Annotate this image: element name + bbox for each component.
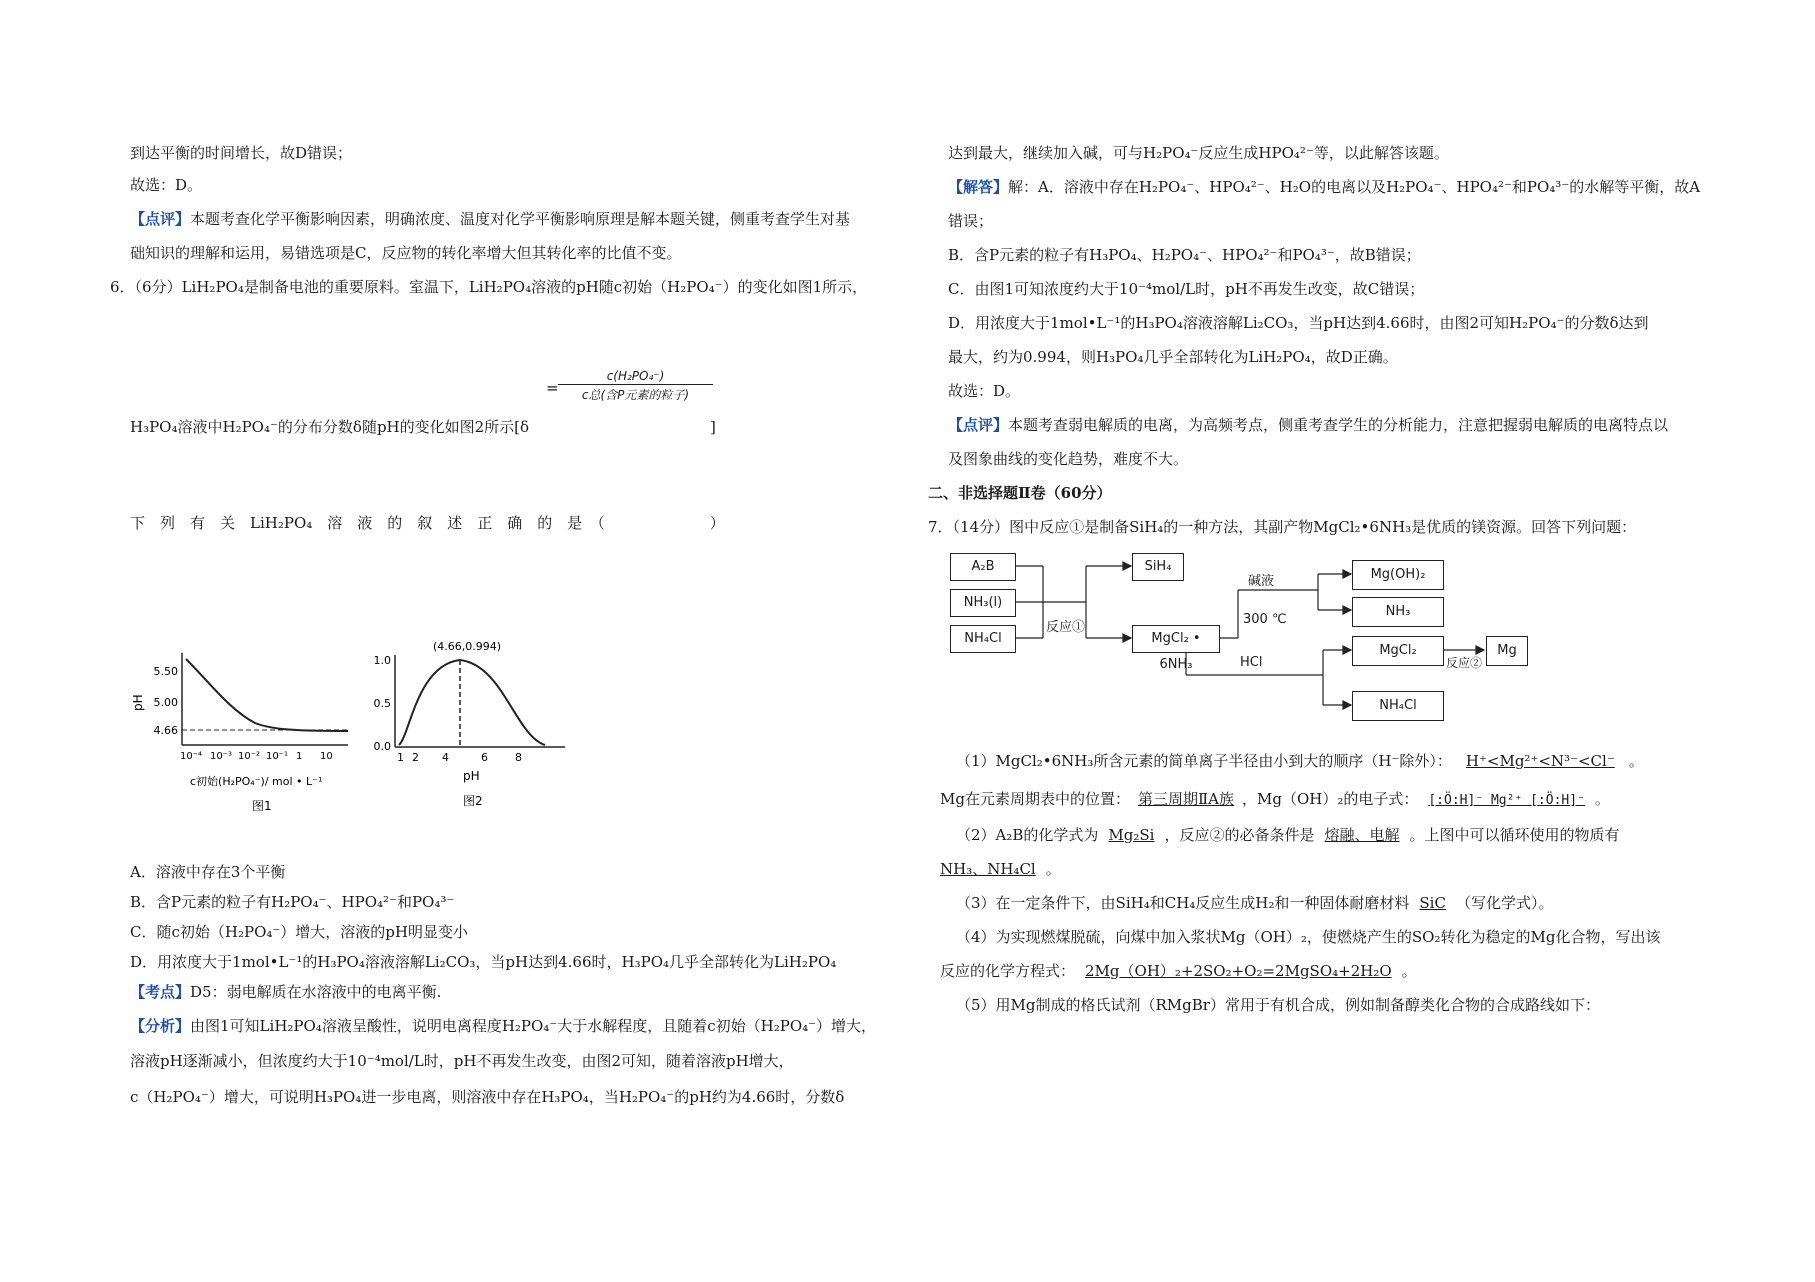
y-tick: 5.50	[153, 665, 178, 678]
x-tick: 1	[296, 751, 303, 762]
fenxi-line	[130, 1016, 876, 1036]
y-tick: 0.5	[373, 697, 391, 710]
equals-sign: =	[546, 379, 559, 397]
figure-caption: 图2	[463, 794, 483, 808]
y-tick: 0.0	[373, 740, 391, 753]
curve	[399, 660, 545, 745]
fraction-numerator: c(H₂PO₄⁻)	[558, 369, 713, 385]
text: ，反应②的必备条件是	[1164, 826, 1315, 844]
y-tick: 5.00	[153, 696, 178, 709]
reaction-1-label: 反应①	[1046, 620, 1086, 635]
text: （1）MgCl₂•6NH₃所含元素的简单离子半径由小到大的顺序（H⁻除外）：	[956, 752, 1452, 770]
figure-caption: 图1	[252, 799, 272, 813]
text: （2）A₂B的化学式为	[956, 826, 1099, 844]
x-tick: 2	[412, 751, 419, 764]
answer-1b: 第三周期ⅡA族	[1137, 790, 1234, 808]
answer-3: SiC	[1419, 894, 1446, 912]
answer-4: 2Mg（OH）₂+2SO₂+O₂=2MgSO₄+2H₂O	[1085, 962, 1392, 980]
flow-diagram	[948, 550, 1528, 725]
figure-1	[120, 635, 360, 835]
y-axis-label: pH	[131, 694, 145, 711]
flow-box-mgoh2: Mg(OH)₂	[1352, 560, 1444, 590]
text-line: C．由图1可知浓度约大于10⁻⁴mol/L时，pH不再发生改变，故C错误；	[948, 280, 1425, 298]
sub-question-4-cont: 反应的化学方程式： 2Mg（OH）₂+2SO₂+O₂=2MgSO₄+2H₂O 。	[940, 962, 1417, 980]
dianping-tag: 【点评】	[948, 416, 1009, 434]
jieda-tag: 【解答】	[948, 178, 1009, 196]
text: 反应的化学方程式：	[940, 962, 1076, 980]
section-heading: 二、非选择题Ⅱ卷（60分）	[928, 484, 1112, 502]
x-tick: 10⁻¹	[266, 751, 289, 762]
sub-question-2-cont: NH₃、NH₄Cl 。	[940, 860, 1061, 878]
x-tick: 10	[320, 751, 333, 762]
text-line: 及图象曲线的变化趋势，难度不大。	[948, 450, 1189, 468]
sub-question-3	[956, 893, 1553, 913]
text: Mg在元素周期表中的位置：	[940, 790, 1130, 808]
x-axis-label: c初始(H₂PO₄⁻)/ mol • L⁻¹	[190, 775, 323, 788]
x-tick: 10⁻³	[210, 751, 233, 762]
text-line: H₃PO₄溶液中H₂PO₄⁻的分布分数δ随pH的变化如图2所示[δ	[130, 418, 530, 436]
x-axis-label: pH	[463, 769, 480, 783]
text: 本题考查弱电解质的电离，为高频考点，侧重考查学生的分析能力，注意把握弱电解质的电离特点以	[1008, 416, 1669, 434]
jieda-line	[948, 177, 1700, 197]
alkali-label: 碱液	[1248, 574, 1275, 589]
x-tick: 4	[442, 751, 449, 764]
flow-box-sih4: SiH₄	[1132, 553, 1184, 581]
text: 本题考查化学平衡影响因素，明确浓度、温度对化学平衡影响原理是解本题关键，侧重考查学生对基	[190, 210, 851, 228]
sub-question-4: （4）为实现燃煤脱硫，向煤中加入浆状Mg（OH）₂，使燃烧产生的SO₂转化为稳定的Mg化合物，写出该	[956, 928, 1661, 946]
peak-label: (4.66,0.994)	[433, 640, 502, 653]
text-line: 达到最大，继续加入碱，可与H₂PO₄⁻反应生成HPO₄²⁻等，以此解答该题。	[948, 144, 1449, 162]
option-a: A．溶液中存在3个平衡	[130, 863, 286, 881]
bracket: ]	[710, 418, 716, 436]
text-line: 错误；	[948, 212, 994, 230]
answer-1a: H⁺<Mg²⁺<N³⁻<Cl⁻	[1465, 752, 1615, 770]
comment-tag: 【点评】	[130, 210, 191, 228]
text: 由图1可知LiH₂PO₄溶液呈酸性，说明电离程度H₂PO₄⁻大于水解程度，且随着c初始（H₂PO₄⁻）增大，	[190, 1017, 877, 1035]
y-tick: 1.0	[373, 654, 391, 667]
text: 解：A．溶液中存在H₂PO₄⁻、HPO₄²⁻、H₂O的电离以及H₂PO₄⁻、HPO₄²⁻和PO₄³⁻的水解等平衡，故A	[1008, 178, 1701, 196]
answer-2b: 熔融、电解	[1324, 826, 1400, 844]
flow-box-mg: Mg	[1486, 636, 1528, 666]
text: 。上图中可以循环使用的物质有	[1409, 826, 1620, 844]
kaodian-line	[130, 982, 441, 1002]
dianping-line	[948, 415, 1668, 435]
delta-fraction	[546, 369, 713, 403]
kaodian-tag: 【考点】	[130, 983, 191, 1001]
text-line: D．用浓度大于1mol•L⁻¹的H₃PO₄溶液溶解Li₂CO₃，当pH达到4.66时，由图2可知H₂PO₄⁻的分数δ达到	[948, 314, 1649, 332]
text-line: c（H₂PO₄⁻）增大，可说明H₃PO₄进一步电离，则溶液中存在H₃PO₄，当H₂PO₄⁻的pH约为4.66时，分数δ	[130, 1088, 845, 1106]
flow-box-mgcl2-6nh3: MgCl₂ • 6NH₃	[1132, 625, 1220, 653]
flow-box-a2b: A₂B	[950, 553, 1016, 581]
comment-line	[130, 209, 850, 229]
reaction-2-label: 反应②	[1446, 656, 1483, 670]
flow-box-mgcl2: MgCl₂	[1352, 636, 1444, 666]
answer-2c: NH₃、NH₄Cl	[940, 860, 1036, 878]
fenxi-tag: 【分析】	[130, 1017, 191, 1035]
curve	[186, 659, 348, 731]
x-tick: 6	[481, 751, 488, 764]
text: ，Mg（OH）₂的电子式：	[1242, 790, 1419, 808]
option-d: D．用浓度大于1mol•L⁻¹的H₃PO₄溶液溶解Li₂CO₃，当pH达到4.66时，H₃PO₄几乎全部转化为LiH₂PO₄	[130, 953, 837, 971]
question-6: 6．（6分）LiH₂PO₄是制备电池的重要原料。室温下，LiH₂PO₄溶液的pH随c初始（H₂PO₄⁻）的变化如图1所示，	[110, 278, 868, 296]
x-tick: 10⁻⁴	[180, 751, 203, 762]
sub-question-2	[956, 825, 1620, 845]
answer-2a: Mg₂Si	[1108, 826, 1155, 844]
flow-box-nh4cl: NH₄Cl	[950, 625, 1016, 653]
sub-question-5: （5）用Mg制成的格氏试剂（RMgBr）常用于有机合成，例如制备醇类化合物的合成路线如下：	[956, 996, 1600, 1014]
text-line: 故选：D。	[948, 382, 1021, 400]
question-7: 7．（14分）图中反应①是制备SiH₄的一种方法，其副产物MgCl₂•6NH₃是优质的镁资源。回答下列问题：	[928, 518, 1637, 536]
text: （写化学式）。	[1455, 894, 1554, 912]
text-line: 溶液pH逐渐减小，但浓度约大于10⁻⁴mol/L时，pH不再发生改变，由图2可知，随着溶液pH增大，	[130, 1052, 794, 1070]
fraction-denominator: c总(含P元素的粒子)	[581, 388, 690, 402]
text: （3）在一定条件下，由SiH₄和CH₄反应生成H₂和一种固体耐磨材料	[956, 894, 1410, 912]
text: D5：弱电解质在水溶液中的电离平衡.	[190, 983, 442, 1001]
option-b: B．含P元素的粒子有H₂PO₄⁻、HPO₄²⁻和PO₄³⁻	[130, 893, 455, 911]
flow-box-nh4cl-product: NH₄Cl	[1352, 691, 1444, 721]
sub-question-1b: Mg在元素周期表中的位置： 第三周期ⅡA族 ，Mg（OH）₂的电子式： [:Ö:H]⁻ Mg²⁺ [:Ö:H]⁻ 。	[940, 790, 1610, 808]
temperature-label: 300 ℃	[1243, 612, 1287, 627]
flow-box-nh3: NH₃	[1352, 597, 1444, 627]
x-tick: 1	[397, 751, 404, 764]
text-line: 础知识的理解和运用，易错选项是C，反应物的转化率增大但其转化率的比值不变。	[130, 244, 682, 262]
answer-1c: [:Ö:H]⁻ Mg²⁺ [:Ö:H]⁻	[1428, 793, 1585, 808]
text-line: 故选：D。	[130, 176, 203, 194]
flow-box-nh3-liquid: NH₃(l)	[950, 589, 1016, 617]
text-line: 最大，约为0.994，则H₃PO₄几乎全部转化为LiH₂PO₄，故D正确。	[948, 348, 1398, 366]
hcl-label: HCl	[1240, 655, 1263, 670]
x-tick: 8	[515, 751, 522, 764]
y-tick: 4.66	[153, 724, 178, 737]
figure-2	[365, 635, 585, 835]
question-stem: 下 列 有 关 LiH₂PO₄ 溶 液 的 叙 述 正 确 的 是 （ ）	[130, 514, 725, 532]
text-line: 到达平衡的时间增长，故D错误；	[130, 144, 353, 162]
text-line: B．含P元素的粒子有H₃PO₄、H₂PO₄⁻、HPO₄²⁻和PO₄³⁻，故B错误；	[948, 246, 1421, 264]
option-c: C．随c初始（H₂PO₄⁻）增大，溶液的pH明显变小	[130, 923, 468, 941]
x-tick: 10⁻²	[238, 751, 261, 762]
sub-question-1a: （1）MgCl₂•6NH₃所含元素的简单离子半径由小到大的顺序（H⁻除外）： H⁺<Mg²⁺<N³⁻<Cl⁻ 。	[956, 752, 1644, 770]
